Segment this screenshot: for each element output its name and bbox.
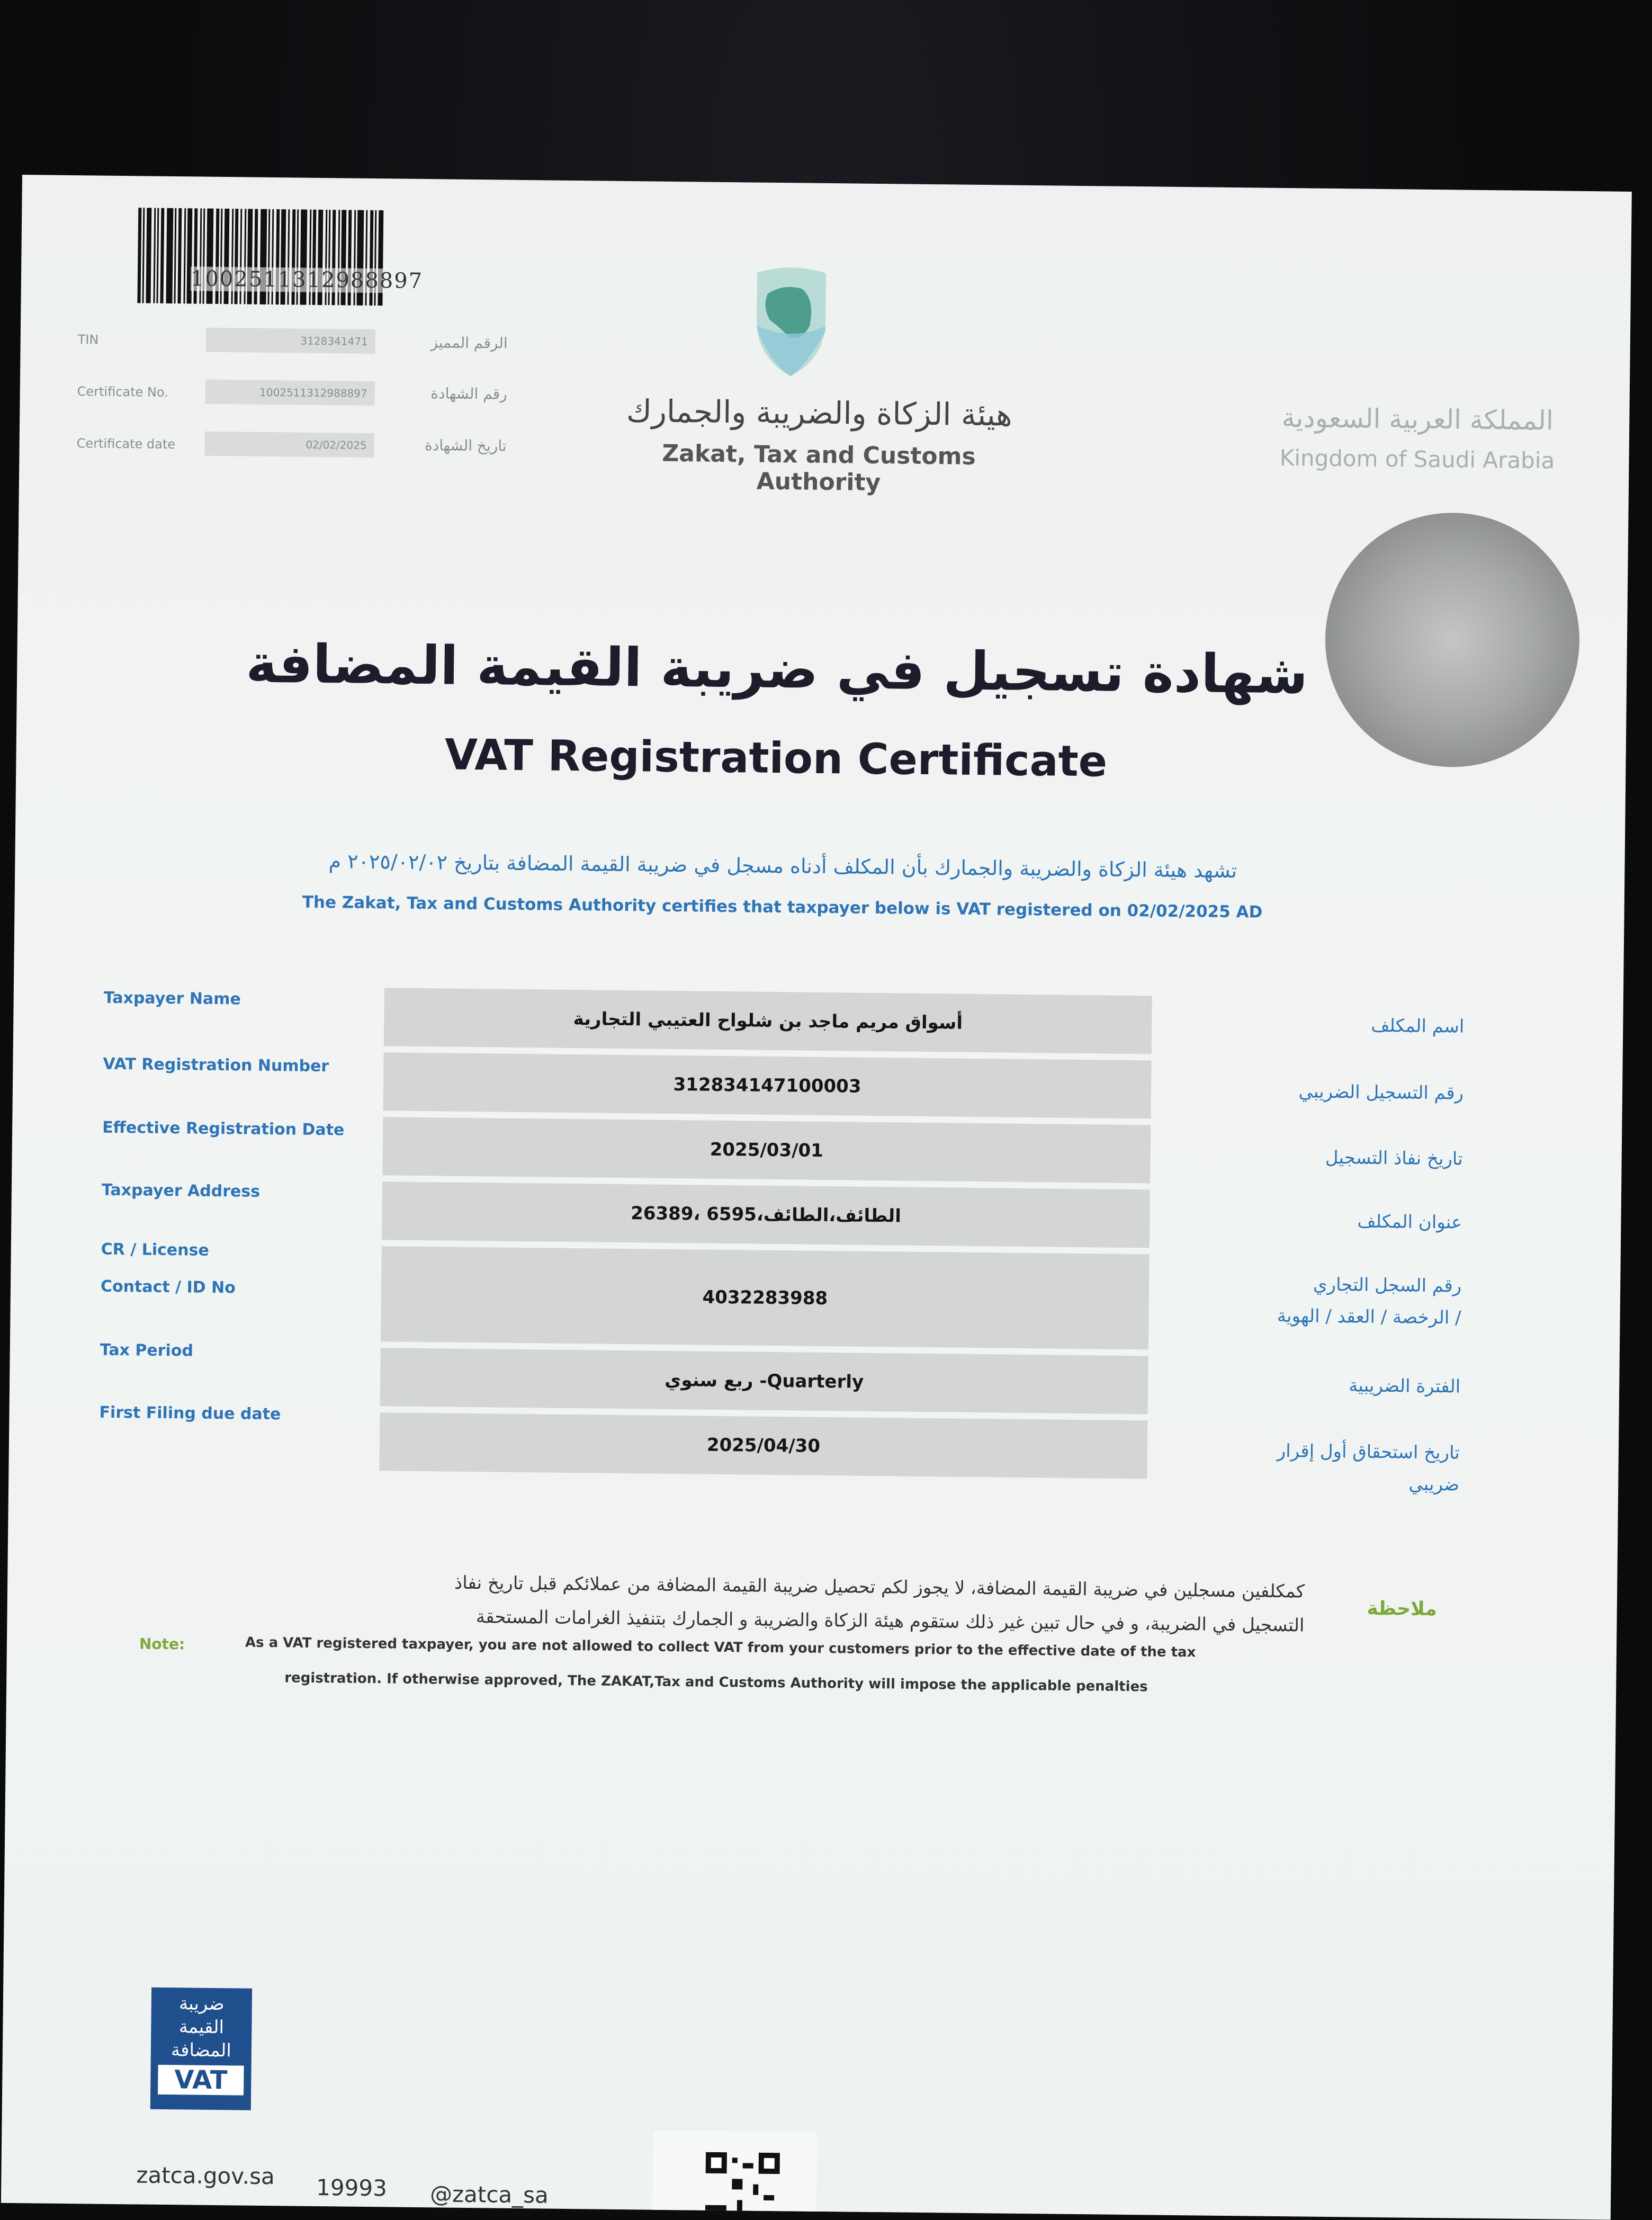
note-label-en: Note:: [139, 1635, 185, 1653]
field-value-cr-license: 4032283988: [381, 1246, 1150, 1349]
note-text-ar-line1: كمكلفين مسجلين في ضريبة القيمة المضافة، لا يجوز لكم تحصيل ضريبة القيمة المضافة من عملائكم قبل تاريخ نفاذ: [454, 1572, 1305, 1603]
field-label-ar: تاريخ نفاذ التسجيل: [1325, 1147, 1463, 1170]
vat-logo-ar-line1: ضريبة: [178, 1993, 225, 2015]
note-text-en-line2: registration. If otherwise approved, The ZAKAT,Tax and Customs Authority will impose the applicable penalties: [284, 1670, 1148, 1695]
field-label-ar: اسم المكلف: [1371, 1015, 1465, 1037]
field-label-en: Effective Registration Date: [102, 1118, 345, 1140]
field-value-taxpayer-name: أسواق مريم ماجد بن شلواح العتيبي التجارية: [384, 988, 1152, 1054]
field-label-ar: رقم السجل التجاري: [1313, 1274, 1462, 1297]
field-value-address: الطائف،الطائف،6595 ،26389: [382, 1181, 1150, 1248]
note-text-ar-line2: التسجيل في الضريبة، و في حال تبين غير ذلك ستقوم هيئة الزكاة والضريبة و الجمارك بتنفيذ الغرامات المستحقة: [475, 1606, 1305, 1636]
kingdom-name-en: Kingdom of Saudi Arabia: [1279, 444, 1555, 474]
field-label-en: VAT Registration Number: [103, 1054, 329, 1076]
vat-logo-en: VAT: [158, 2065, 244, 2096]
certificate-no-label-ar: رقم الشهادة: [430, 384, 507, 403]
barcode-icon: [137, 208, 477, 307]
qr-code-icon: [652, 2131, 817, 2220]
vat-logo-icon: [150, 1988, 252, 2110]
field-label-en: Tax Period: [100, 1340, 194, 1360]
footer-phone: 19993: [316, 2174, 388, 2201]
field-label-ar: عنوان المكلف: [1357, 1211, 1462, 1233]
field-value-vat-number: 312834147100003: [383, 1052, 1152, 1118]
tin-label-ar: الرقم المميز: [430, 334, 508, 352]
field-value-effective-date: 2025/03/01: [382, 1117, 1151, 1183]
authority-name-en: Zakat, Tax and Customs Authority: [662, 440, 976, 497]
vat-logo-ar-line3: المضافة: [170, 2039, 232, 2062]
certificate-date-value: 02/02/2025: [204, 432, 374, 458]
zatca-emblem-icon: [751, 262, 831, 379]
footer-handle[interactable]: @zatca_sa: [429, 2181, 549, 2208]
footer-website[interactable]: zatca.gov.sa: [136, 2162, 275, 2190]
field-label-en: First Filing due date: [99, 1403, 281, 1424]
certificate-date-label-en: Certificate date: [76, 436, 176, 452]
barcode-number: 1002511312988897: [190, 266, 424, 293]
field-value-tax-period: Quarterly- ربع سنوي: [380, 1348, 1148, 1414]
certificate-date-label-ar: تاريخ الشهادة: [425, 436, 507, 455]
certificate-no-label-en: Certificate No.: [77, 384, 168, 400]
seal-stamp-icon: [1324, 512, 1581, 768]
field-label-en: Taxpayer Address: [101, 1180, 261, 1201]
field-label-ar-2: / الرخصة / العقد / الهوية: [1277, 1305, 1461, 1329]
statement-en: The Zakat, Tax and Customs Authority certifies that taxpayer below is VAT registered on 02/02/2025 AD: [302, 892, 1263, 922]
certificate-no-value: 1002511312988897: [205, 380, 374, 406]
note-label-ar: ملاحظة: [1367, 1597, 1437, 1621]
kingdom-name-ar: المملكة العربية السعودية: [1281, 402, 1554, 436]
field-label-en-2: Contact / ID No: [100, 1277, 236, 1297]
statement-ar: تشهد هيئة الزكاة والضريبة والجمارك بأن المكلف أدناه مسجل في ضريبة القيمة المضافة بتاريخ ٢٠٢٥/٠٢/٠٢ م: [328, 849, 1237, 883]
tin-label-en: TIN: [77, 332, 99, 347]
vat-logo-ar-line2: القيمة: [178, 2016, 225, 2038]
note-text-en-line1: As a VAT registered taxpayer, you are not allowed to collect VAT from your customers prior to the effective date of the tax: [245, 1634, 1196, 1661]
field-value-first-filing-date: 2025/04/30: [379, 1412, 1147, 1479]
field-label-ar: رقم التسجيل الضريبي: [1298, 1081, 1464, 1104]
title-ar: شهادة تسجيل في ضريبة القيمة المضافة: [245, 632, 1308, 706]
tin-value: 3128341471: [206, 328, 375, 354]
certificate-page: [1, 175, 1632, 2220]
field-label-ar: الفترة الضريبية: [1349, 1375, 1461, 1398]
field-label-en: CR / License: [101, 1240, 209, 1260]
field-label-ar-2: ضريبي: [1408, 1473, 1460, 1496]
authority-name-ar: هيئة الزكاة والضريبة والجمارك: [626, 392, 1012, 433]
title-en: VAT Registration Certificate: [444, 730, 1108, 786]
field-label-en: Taxpayer Name: [103, 988, 241, 1009]
field-label-ar: تاريخ استحقاق أول إقرار: [1277, 1440, 1460, 1464]
